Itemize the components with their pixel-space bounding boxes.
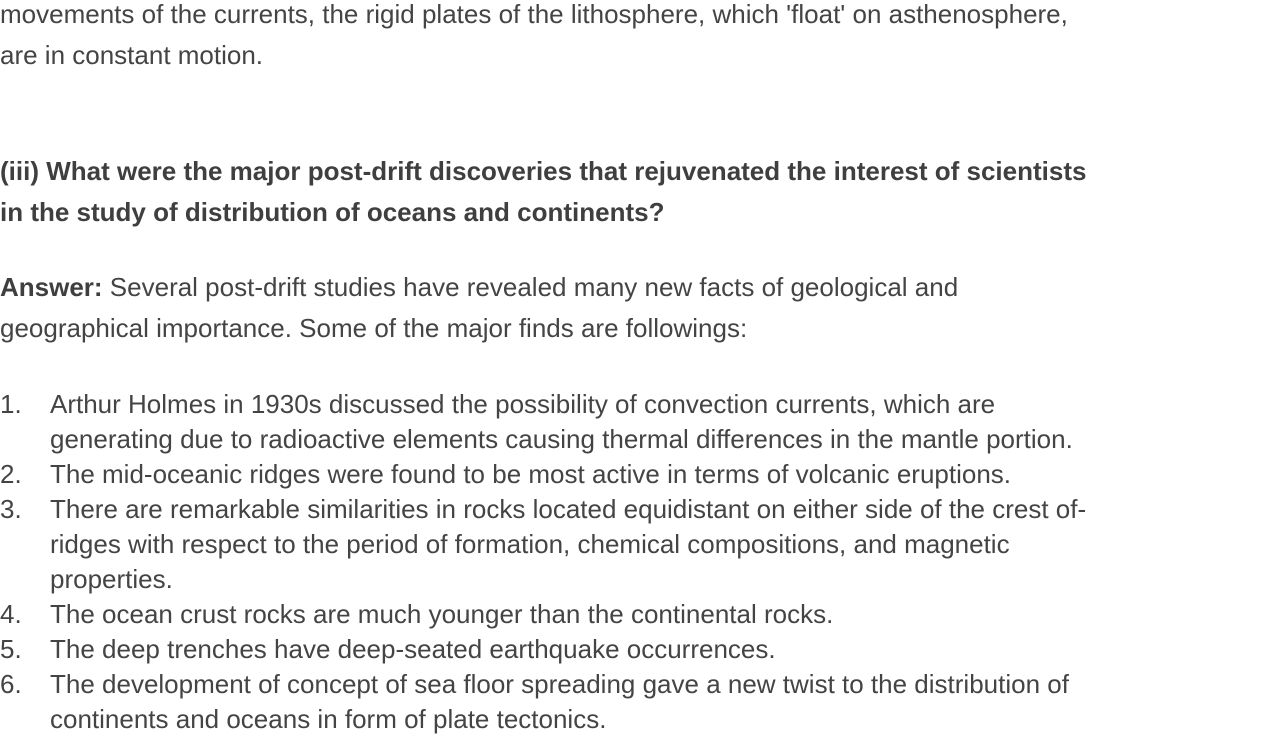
answer-text-1: Several post-drift studies have revealed many new facts of geological and [102, 272, 959, 302]
answer-label: Answer: [0, 272, 103, 302]
list-item-number: 4. [0, 599, 22, 629]
answer-paragraph [0, 267, 1268, 349]
intro-paragraph [0, 0, 1268, 76]
list-item-line: Arthur Holmes in 1930s discussed the possibility of convection currents, which are [50, 389, 996, 419]
list-item-line: The development of concept of sea floor spreading gave a new twist to the distribution of [50, 669, 1069, 699]
list-item-number: 3. [0, 494, 22, 524]
question-line-1: (iii) What were the major post-drift discoveries that rejuvenated the interest of scientists [0, 156, 1087, 186]
list-item [0, 457, 1086, 492]
list-item [0, 597, 1086, 632]
list-item-line: The mid-oceanic ridges were found to be most active in terms of volcanic eruptions. [50, 459, 1012, 489]
list-item-line: ridges with respect to the period of formation, chemical compositions, and magnetic [50, 529, 1010, 559]
question-heading [0, 151, 1274, 233]
list-item [0, 632, 1086, 667]
question-line-2: in the study of distribution of oceans and continents? [0, 197, 665, 227]
findings-list [0, 387, 1086, 737]
list-item-number: 5. [0, 634, 22, 664]
list-item [0, 667, 1086, 737]
list-item-line: continents and oceans in form of plate tectonics. [50, 704, 607, 734]
list-item-number: 1. [0, 389, 22, 419]
list-item [0, 387, 1086, 457]
list-item-line: The deep trenches have deep-seated earthquake occurrences. [50, 634, 776, 664]
answer-line-1 [0, 267, 1268, 308]
list-item-line: properties. [50, 564, 173, 594]
list-item-number: 6. [0, 669, 22, 699]
list-item-line: There are remarkable similarities in rocks located equidistant on either side of the crest of- [50, 494, 1087, 524]
intro-line-1: movements of the currents, the rigid plates of the lithosphere, which 'float' on asthenosphere, [0, 0, 1068, 29]
list-item-number: 2. [0, 459, 22, 489]
list-item-line: generating due to radioactive elements causing thermal differences in the mantle portion. [50, 424, 1073, 454]
list-item-line: The ocean crust rocks are much younger than the continental rocks. [50, 599, 834, 629]
intro-line-2: are in constant motion. [0, 40, 264, 70]
list-item [0, 492, 1086, 597]
answer-line-2: geographical importance. Some of the major finds are followings: [0, 313, 748, 343]
